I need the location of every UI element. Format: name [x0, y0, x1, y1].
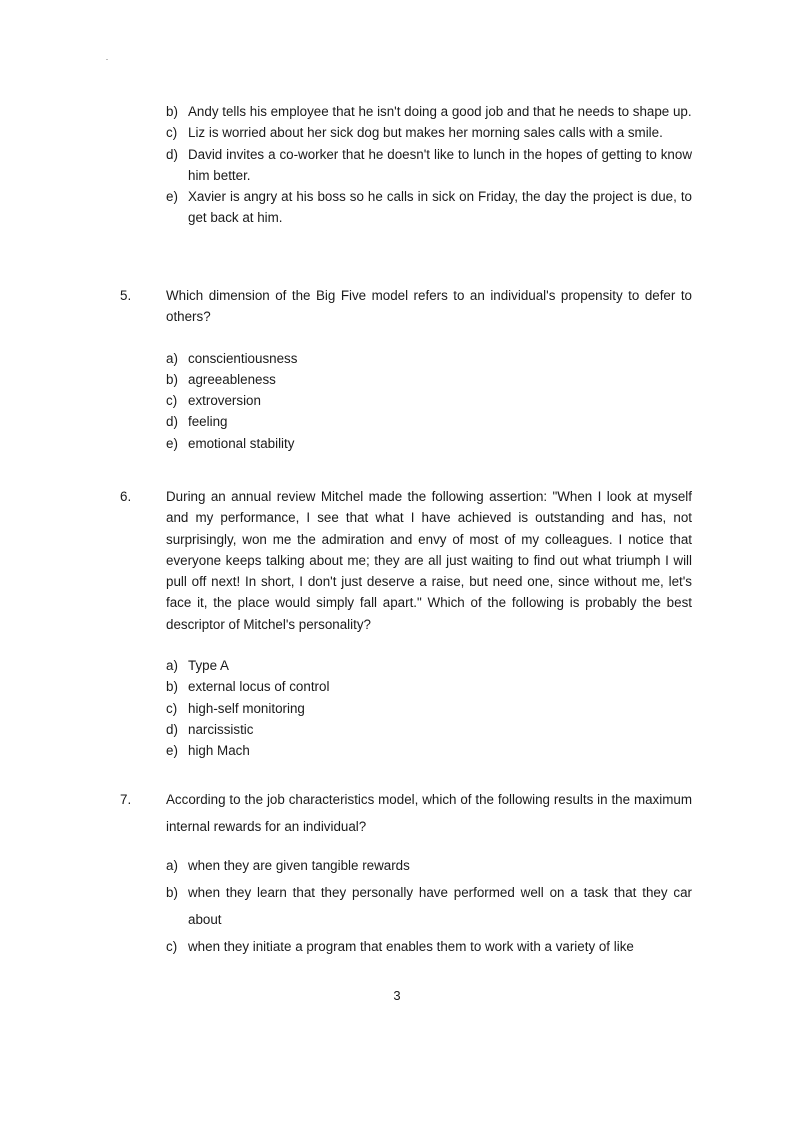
question-4-continuation [166, 101, 692, 229]
option-letter: d) [166, 414, 178, 430]
question-stem-row [120, 285, 692, 328]
option-item [166, 186, 692, 229]
option-text: conscientiousness [188, 350, 298, 366]
option-text: Liz is worried about her sick dog but makes her morning sales calls with a smile. [188, 125, 663, 141]
option-text: external locus of control [188, 679, 330, 695]
option-letter: e) [166, 743, 178, 759]
option-letter: c) [166, 700, 178, 716]
option-item [166, 411, 692, 432]
option-letter: b) [166, 104, 178, 119]
question-stem: During an annual review Mitchel made the following assertion: "When I look at myself and my performance, I see that what I have achieved is outstanding and has, not surprisingly, won me the admiration and envy of most of my colleagues. I notice that everyone keeps talking about me; they are all just waiting to find out what triumph I will pull off next! In short, I don't just deserve a raise, but need one, since without me, let's face it, the place would simply fall apart." Which of the following is probably the best descriptor of Mitchel's personality? [166, 489, 692, 632]
option-text: when they initiate a program that enables them to work with a variety of like [188, 939, 634, 954]
option-item [166, 852, 692, 879]
question-stem: Which dimension of the Big Five model refers to an individual's propensity to defer to others? [166, 288, 692, 325]
question-number: 5. [120, 288, 132, 303]
question-stem-row [120, 486, 692, 635]
option-item [166, 719, 692, 740]
option-letter: c) [166, 125, 178, 141]
option-letter: c) [166, 939, 178, 954]
option-item [166, 122, 692, 143]
option-list [166, 655, 692, 761]
option-text: narcissistic [188, 721, 254, 737]
option-item [166, 740, 692, 761]
option-text: David invites a co-worker that he doesn't like to lunch in the hopes of getting to know him better. [188, 146, 692, 183]
option-item [166, 390, 692, 411]
question-stem: According to the job characteristics model, which of the following results in the maximum internal rewards for an individual? [166, 792, 692, 834]
option-item [166, 144, 692, 187]
question-5 [120, 285, 692, 454]
question-number: 6. [120, 489, 132, 504]
question-7 [120, 786, 692, 960]
option-letter: e) [166, 435, 178, 451]
option-list [166, 348, 692, 454]
option-text: high Mach [188, 743, 250, 759]
question-stem-row [120, 786, 692, 840]
option-letter: a) [166, 658, 178, 674]
option-item [166, 348, 692, 369]
option-letter: b) [166, 679, 178, 695]
option-item [166, 676, 692, 697]
option-text: when they are given tangible rewards [188, 858, 410, 873]
option-text: agreeableness [188, 371, 276, 387]
page-number: 3 [393, 988, 401, 1003]
option-letter: b) [166, 885, 178, 900]
scan-speck [106, 59, 108, 60]
option-item [166, 655, 692, 676]
option-item [166, 433, 692, 454]
option-letter: e) [166, 189, 178, 205]
option-text: when they learn that they personally have performed well on a task that they car about [188, 885, 692, 927]
option-letter: b) [166, 371, 178, 387]
option-letter: c) [166, 393, 178, 409]
option-item [166, 369, 692, 390]
option-item [166, 698, 692, 719]
option-text: extroversion [188, 393, 261, 409]
question-number: 7. [120, 792, 132, 807]
option-text: Type A [188, 658, 229, 674]
option-list [166, 852, 692, 960]
option-letter: a) [166, 858, 178, 873]
option-text: emotional stability [188, 435, 295, 451]
option-letter: d) [166, 721, 178, 737]
option-item [166, 879, 692, 933]
option-text: Andy tells his employee that he isn't doing a good job and that he needs to shape up. [188, 104, 692, 119]
option-item [166, 933, 692, 960]
option-letter: a) [166, 350, 178, 366]
option-text: high-self monitoring [188, 700, 305, 716]
option-item [166, 101, 692, 122]
option-letter: d) [166, 146, 178, 162]
option-text: Xavier is angry at his boss so he calls in sick on Friday, the day the project is due, to get back at him. [188, 189, 692, 226]
question-6 [120, 486, 692, 762]
option-text: feeling [188, 414, 228, 430]
